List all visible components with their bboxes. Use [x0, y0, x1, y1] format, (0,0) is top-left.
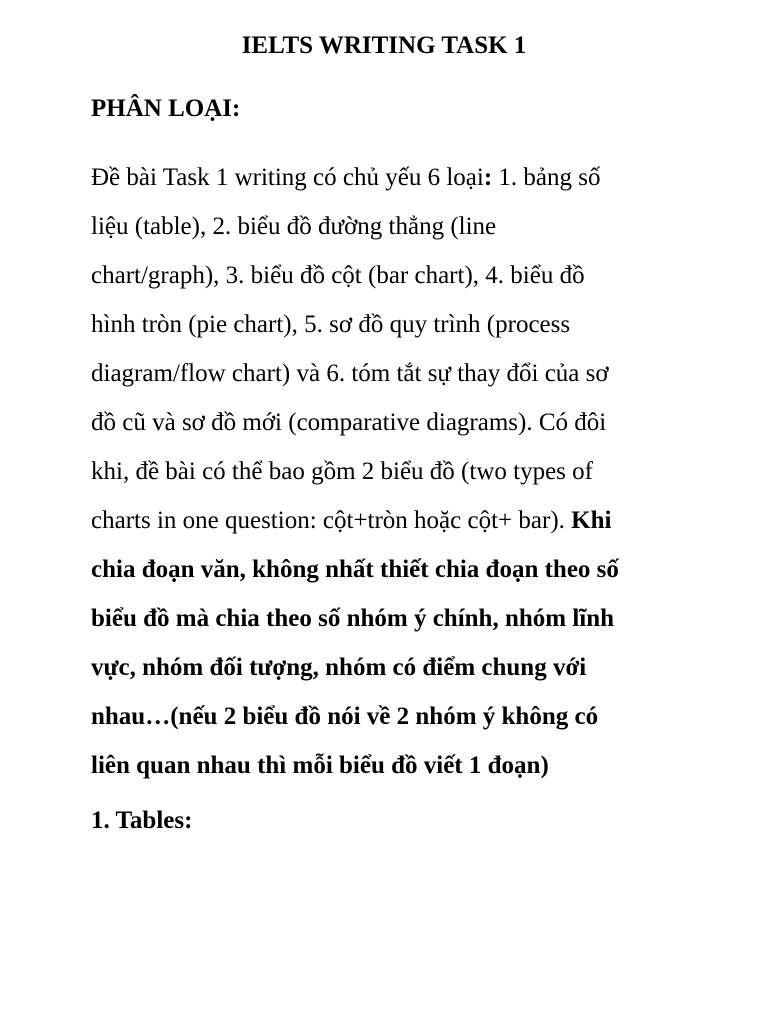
text-segment: 1. bảng số: [492, 164, 601, 191]
section-heading: PHÂN LOẠI:: [91, 95, 241, 122]
paragraph-line: [91, 741, 691, 790]
body-paragraph: [91, 153, 691, 790]
paragraph-line: [91, 349, 691, 398]
bold-text-segment: liên quan nhau thì mỗi biểu đồ viết 1 đoạn): [91, 752, 549, 779]
paragraph-line: [91, 202, 691, 251]
paragraph-line: [91, 496, 691, 545]
text-segment: Đề bài Task 1 writing có chủ yếu 6 loại: [91, 164, 484, 191]
paragraph-line: [91, 398, 691, 447]
paragraph-line: [91, 692, 691, 741]
text-segment: charts in one question: cột+tròn hoặc cột+ bar).: [91, 507, 572, 534]
text-segment: chart/graph), 3. biểu đồ cột (bar chart), 4. biểu đồ: [91, 262, 585, 289]
paragraph-line: [91, 300, 691, 349]
bold-text-segment: vực, nhóm đối tượng, nhóm có điểm chung với: [91, 654, 587, 681]
document-title: IELTS WRITING TASK 1: [241, 32, 527, 59]
subheading-tables: 1. Tables:: [91, 807, 193, 834]
text-segment: liệu (table), 2. biểu đồ đường thẳng (line: [91, 213, 497, 240]
paragraph-line: [91, 545, 691, 594]
paragraph-line: [91, 594, 691, 643]
bold-text-segment: nhau…(nếu 2 biểu đồ nói về 2 nhóm ý không có: [91, 703, 599, 730]
text-segment: diagram/flow chart) và 6. tóm tắt sự thay đổi của sơ: [91, 360, 609, 387]
paragraph-line: [91, 643, 691, 692]
text-segment: khi, đề bài có thể bao gồm 2 biểu đồ (two types of: [91, 458, 593, 485]
bold-text-segment: biểu đồ mà chia theo số nhóm ý chính, nhóm lĩnh: [91, 605, 615, 632]
paragraph-line: [91, 153, 691, 202]
text-segment: hình tròn (pie chart), 5. sơ đồ quy trình (process: [91, 311, 571, 338]
paragraph-line: [91, 251, 691, 300]
bold-text-segment: Khi: [571, 507, 612, 534]
paragraph-line: [91, 447, 691, 496]
bold-text-segment: :: [483, 164, 493, 191]
text-segment: đồ cũ và sơ đồ mới (comparative diagrams). Có đôi: [91, 409, 607, 436]
bold-text-segment: chia đoạn văn, không nhất thiết chia đoạn theo số: [91, 556, 619, 583]
